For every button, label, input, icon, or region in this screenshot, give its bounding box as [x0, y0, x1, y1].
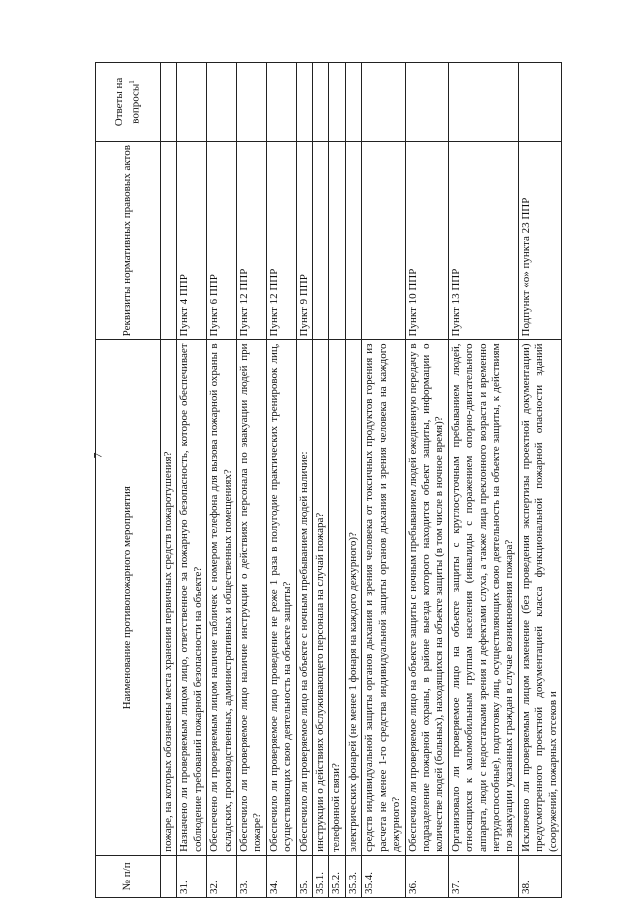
row-answer-cell[interactable]: [237, 63, 267, 142]
row-description: Организовало ли проверяемое лицо на объекте защиты с круглосуточным пребыванием людей, относящихся к маломобильным группам населения (инвалиды с поражением опорно-двигательного аппарата, люди с недостатками зрения и дефектами слуха, а также лица преклонного возраста и временно нетрудоспособные), подготовку лиц, осуществляющих свою деятельность на объекте защиты, к действиям по эвакуации указанных граждан в случае возникновения пожара?: [448, 340, 518, 855]
row-description: инструкции о действиях обслуживающего персонала на случай пожара?: [313, 340, 329, 855]
row-description: средств индивидуальной защиты органов дыхания и зрения человека от токсичных продуктов горения из расчета не менее 1-го средства индивидуальной защиты органов дыхания и зрения человека на каждого дежурного?: [362, 340, 405, 855]
row-answer-cell[interactable]: [161, 63, 177, 142]
row-legal-reference: Пункт 12 ППР: [237, 141, 267, 340]
fire-safety-checklist-table: [95, 62, 562, 898]
row-number: 35.3.: [345, 855, 361, 897]
row-answer-cell[interactable]: [177, 63, 207, 142]
row-description: электрических фонарей (не менее 1 фонаря на каждого дежурного)?: [345, 340, 361, 855]
table-row: [518, 63, 561, 898]
table-row: [345, 63, 361, 898]
table-row: [448, 63, 518, 898]
row-number: 38.: [518, 855, 561, 897]
row-description: Обеспечило ли проверяемое лицо наличие инструкции о действиях персонала по эвакуации людей при пожаре?: [237, 340, 267, 855]
row-number: 35.2.: [329, 855, 345, 897]
row-legal-reference: [161, 141, 177, 340]
row-description: телефонной связи?: [329, 340, 345, 855]
row-answer-cell[interactable]: [266, 63, 296, 142]
row-number: 34.: [266, 855, 296, 897]
table-row: [296, 63, 312, 898]
row-answer-cell[interactable]: [313, 63, 329, 142]
table-row: [266, 63, 296, 898]
row-legal-reference: [362, 141, 405, 340]
row-number: 35.: [296, 855, 312, 897]
table-header-row: [96, 63, 161, 898]
header-answer: [96, 63, 161, 142]
row-answer-cell[interactable]: [345, 63, 361, 142]
row-number: [161, 855, 177, 897]
row-number: 32.: [207, 855, 237, 897]
row-description: Назначено ли проверяемым лицом лицо, ответственное за пожарную безопасность, которое обеспечивает соблюдение требований пожарной безопасности на объекте?: [177, 340, 207, 855]
rotated-table-container: [95, 62, 600, 898]
row-number: 37.: [448, 855, 518, 897]
table-row: [207, 63, 237, 898]
table-row: [237, 63, 267, 898]
row-legal-reference: Пункт 4 ППР: [177, 141, 207, 340]
row-description: Обеспечило ли проверяемое лицо проведение не реже 1 раза в полугодие практических тренировок лиц, осуществляющих свою деятельность на объекте защиты?: [266, 340, 296, 855]
row-answer-cell[interactable]: [329, 63, 345, 142]
row-answer-cell[interactable]: [362, 63, 405, 142]
row-answer-cell[interactable]: [296, 63, 312, 142]
row-answer-cell[interactable]: [448, 63, 518, 142]
header-law: Реквизиты нормативных правовых актов: [96, 141, 161, 340]
row-answer-cell[interactable]: [518, 63, 561, 142]
row-legal-reference: [329, 141, 345, 340]
table-row: [405, 63, 448, 898]
row-description: Обеспечило ли проверяемое лицо на объекте защиты с ночным пребыванием людей ежедневную передачу в подразделение пожарной охраны, в районе выезда которого находится объект защиты, информации о количестве людей (больных), находящихся на объекте защиты (в том числе в ночное время)?: [405, 340, 448, 855]
row-legal-reference: Подпункт «о» пункта 23 ППР: [518, 141, 561, 340]
header-num: № п/п: [96, 855, 161, 897]
row-description: Исключено ли проверяемым лицом изменение (без проведения экспертизы проектной документации) предусмотренного проектной документацией класса функциональной пожарной опасности зданий (сооружений, пожарных отсеков и: [518, 340, 561, 855]
row-answer-cell[interactable]: [207, 63, 237, 142]
row-number: 31.: [177, 855, 207, 897]
table-row: [177, 63, 207, 898]
table-row: [329, 63, 345, 898]
header-answer-label: Ответы на вопросы: [112, 77, 142, 127]
row-legal-reference: Пункт 9 ППР: [296, 141, 312, 340]
row-description: Обеспечено ли проверяемым лицом наличие табличек с номером телефона для вызова пожарной охраны в складских, производственных, административных и общественных помещениях?: [207, 340, 237, 855]
row-legal-reference: [345, 141, 361, 340]
page-number: 7: [90, 452, 105, 459]
table-row: [362, 63, 405, 898]
row-legal-reference: Пункт 12 ППР: [266, 141, 296, 340]
row-legal-reference: Пункт 10 ППР: [405, 141, 448, 340]
row-description: пожаре, на которых обозначены места хранения первичных средств пожаротушения?: [161, 340, 177, 855]
row-description: Обеспечило ли проверяемое лицо на объекте с ночным пребыванием людей наличие:: [296, 340, 312, 855]
table-row: [161, 63, 177, 898]
row-legal-reference: Пункт 6 ППР: [207, 141, 237, 340]
row-number: 35.1.: [313, 855, 329, 897]
row-number: 33.: [237, 855, 267, 897]
footnote-marker: 1: [128, 80, 137, 84]
table-row: [313, 63, 329, 898]
header-name: Наименование противопожарного мероприятия: [96, 340, 161, 855]
row-number: 36.: [405, 855, 448, 897]
row-number: 35.4.: [362, 855, 405, 897]
row-legal-reference: Пункт 13 ППР: [448, 141, 518, 340]
row-legal-reference: [313, 141, 329, 340]
row-answer-cell[interactable]: [405, 63, 448, 142]
